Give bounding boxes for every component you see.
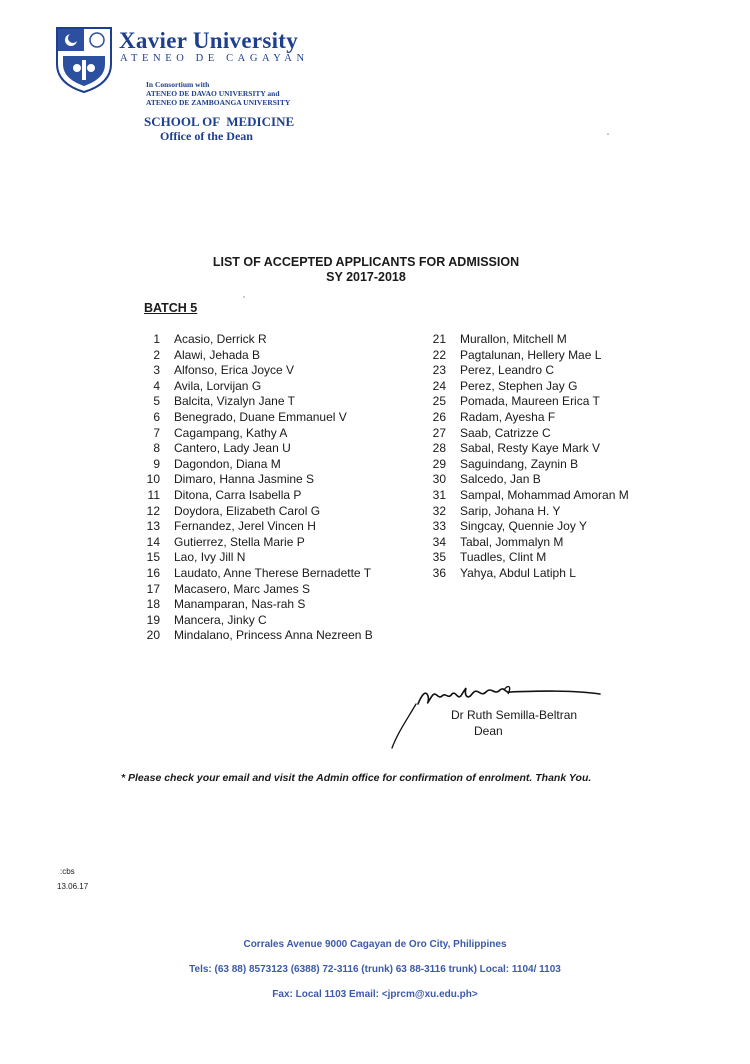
applicant-name: Cantero, Lady Jean U	[174, 441, 291, 456]
applicant-name: Pagtalunan, Hellery Mae L	[460, 347, 602, 362]
applicant-number: 32	[432, 503, 446, 518]
applicant-number: 24	[432, 378, 446, 393]
applicant-name: Singcay, Quennie Joy Y	[460, 519, 587, 534]
applicant-number: 34	[432, 534, 446, 549]
consortium-line: ATENEO DE DAVAO UNIVERSITY and	[146, 89, 280, 98]
school-name: SCHOOL OF MEDICINE	[144, 114, 295, 129]
scan-speck	[607, 133, 609, 135]
applicant-row	[424, 488, 629, 504]
applicant-number: 26	[432, 409, 446, 424]
applicant-number: 8	[153, 441, 160, 456]
applicant-name: Dimaro, Hanna Jasmine S	[174, 472, 315, 487]
applicant-number: 35	[432, 550, 446, 565]
applicant-row	[424, 457, 629, 473]
applicant-name: Pomada, Maureen Erica T	[460, 394, 600, 409]
applicant-row	[138, 504, 373, 520]
applicant-row	[138, 379, 373, 395]
applicant-number: 6	[153, 409, 160, 424]
applicant-row	[138, 550, 373, 566]
applicant-row	[424, 519, 629, 535]
applicant-number: 17	[146, 581, 160, 596]
title-line: LIST OF ACCEPTED APPLICANTS FOR ADMISSION	[212, 255, 520, 269]
applicant-row	[424, 332, 629, 348]
signatory-title: Dean	[474, 724, 503, 738]
applicant-name: Saab, Catrizze C	[460, 425, 551, 440]
applicant-row	[138, 426, 373, 442]
applicant-name: Radam, Ayesha F	[460, 409, 556, 424]
applicant-row	[424, 441, 629, 457]
applicant-name: Yahya, Abdul Latiph L	[460, 565, 576, 580]
applicant-name: Doydora, Elizabeth Carol G	[174, 503, 321, 518]
applicant-name: Manamparan, Nas-rah S	[174, 597, 306, 612]
footer-fax-email: Fax: Local 1103 Email: <jprcm@xu.edu.ph>	[272, 989, 478, 1000]
applicant-number: 9	[153, 456, 160, 471]
applicant-number: 27	[432, 425, 446, 440]
consortium-text	[146, 80, 290, 107]
applicant-number: 25	[432, 394, 446, 409]
applicant-row	[424, 379, 629, 395]
applicant-name: Fernandez, Jerel Vincen H	[174, 519, 316, 534]
applicant-number: 19	[146, 612, 160, 627]
applicant-name: Sabal, Resty Kaye Mark V	[460, 441, 601, 456]
applicant-number: 3	[153, 363, 160, 378]
scan-speck	[243, 296, 245, 298]
applicant-row	[424, 566, 629, 582]
applicant-number: 11	[147, 487, 160, 502]
applicant-number: 30	[432, 472, 446, 487]
applicant-name: Alfonso, Erica Joyce V	[174, 363, 295, 378]
applicant-name: Alawi, Jehada B	[174, 347, 261, 362]
typist-initials: :cbs	[60, 867, 75, 876]
applicant-number: 36	[432, 565, 446, 580]
footer-telephones: Tels: (63 88) 8573123 (6388) 72-3116 (trunk) 63 88-3116 trunk) Local: 1104/ 1103	[189, 964, 561, 975]
applicant-name: Saguindang, Zaynin B	[460, 456, 579, 471]
applicant-name: Perez, Stephen Jay G	[460, 378, 578, 393]
applicant-row	[424, 472, 629, 488]
applicant-name: Murallon, Mitchell M	[460, 332, 567, 346]
applicant-row	[424, 504, 629, 520]
applicant-row	[138, 613, 373, 629]
applicant-number: 33	[432, 519, 446, 534]
applicant-number: 29	[432, 456, 446, 471]
applicant-number: 7	[153, 425, 160, 440]
applicant-row	[138, 519, 373, 535]
signatory-name: Dr Ruth Semilla-Beltran	[451, 708, 578, 722]
title-school-year: SY 2017-2018	[326, 270, 406, 284]
applicant-row	[138, 363, 373, 379]
applicant-name: Balcita, Vizalyn Jane T	[174, 394, 295, 409]
applicant-number: 31	[432, 487, 446, 502]
document-title	[0, 255, 732, 285]
applicant-name: Acasio, Derrick R	[174, 332, 267, 346]
applicant-number: 10	[146, 472, 160, 487]
applicant-number: 21	[432, 332, 446, 346]
applicant-row	[138, 472, 373, 488]
applicant-name: Sampal, Mohammad Amoran M	[460, 487, 629, 502]
applicant-name: Ditona, Carra Isabella P	[174, 487, 302, 502]
applicant-row	[138, 566, 373, 582]
applicant-name: Perez, Leandro C	[460, 363, 555, 378]
applicant-name: Dagondon, Diana M	[174, 456, 281, 471]
applicant-name: Lao, Ivy Jill N	[174, 550, 246, 565]
applicant-row	[138, 394, 373, 410]
applicant-name: Laudato, Anne Therese Bernadette T	[174, 565, 372, 580]
applicant-number: 18	[146, 597, 160, 612]
document-date: 13.06.17	[57, 882, 89, 891]
applicant-list-right	[424, 332, 629, 582]
applicant-row	[138, 488, 373, 504]
consortium-line: ATENEO DE ZAMBOANGA UNIVERSITY	[146, 98, 291, 107]
applicant-number: 23	[432, 363, 446, 378]
applicant-row	[424, 363, 629, 379]
applicant-name: Sarip, Johana H. Y	[460, 503, 561, 518]
applicant-number: 16	[146, 565, 160, 580]
applicant-number: 12	[146, 503, 160, 518]
applicant-row	[138, 332, 373, 348]
applicant-row	[424, 410, 629, 426]
applicant-number: 14	[146, 534, 160, 549]
applicant-name: Salcedo, Jan B	[460, 472, 541, 487]
applicant-name: Avila, Lorvijan G	[174, 378, 262, 393]
applicant-list-left	[138, 332, 373, 644]
applicant-row	[138, 348, 373, 364]
batch-heading: BATCH 5	[144, 301, 198, 315]
applicant-number: 22	[432, 347, 446, 362]
applicant-row	[138, 535, 373, 551]
confirmation-note: * Please check your email and visit the Admin office for confirmation of enrolment. Thank You.	[121, 772, 592, 784]
applicant-number: 20	[146, 628, 160, 643]
footer-address: Corrales Avenue 9000 Cagayan de Oro City, Philippines	[243, 939, 507, 950]
applicant-number: 5	[153, 394, 160, 409]
applicant-name: Benegrado, Duane Emmanuel V	[174, 409, 347, 424]
applicant-number: 1	[153, 332, 160, 346]
applicant-name: Mancera, Jinky C	[174, 612, 267, 627]
university-name: Xavier University	[119, 28, 299, 53]
applicant-name: Mindalano, Princess Anna Nezreen B	[174, 628, 373, 643]
applicant-row	[138, 457, 373, 473]
office-name: Office of the Dean	[160, 129, 253, 143]
applicant-row	[138, 441, 373, 457]
applicant-number: 13	[146, 519, 160, 534]
applicant-row	[138, 628, 373, 644]
university-subtitle: ATENEO DE CAGAYAN	[120, 53, 309, 64]
applicant-row	[424, 426, 629, 442]
applicant-name: Tuadles, Clint M	[460, 550, 547, 565]
applicant-row	[138, 582, 373, 598]
applicant-number: 2	[153, 347, 160, 362]
applicant-row	[424, 394, 629, 410]
university-seal-logo	[55, 26, 113, 94]
applicant-row	[424, 535, 629, 551]
applicant-row	[138, 410, 373, 426]
applicant-number: 28	[432, 441, 446, 456]
applicant-row	[424, 348, 629, 364]
applicant-number: 4	[153, 378, 160, 393]
applicant-name: Gutierrez, Stella Marie P	[174, 534, 305, 549]
applicant-row	[424, 550, 629, 566]
applicant-number: 15	[146, 550, 160, 565]
applicant-name: Tabal, Jommalyn M	[460, 534, 564, 549]
applicant-name: Cagampang, Kathy A	[174, 425, 288, 440]
applicant-name: Macasero, Marc James S	[174, 581, 311, 596]
applicant-row	[138, 597, 373, 613]
consortium-line: In Consortium with	[146, 80, 210, 89]
